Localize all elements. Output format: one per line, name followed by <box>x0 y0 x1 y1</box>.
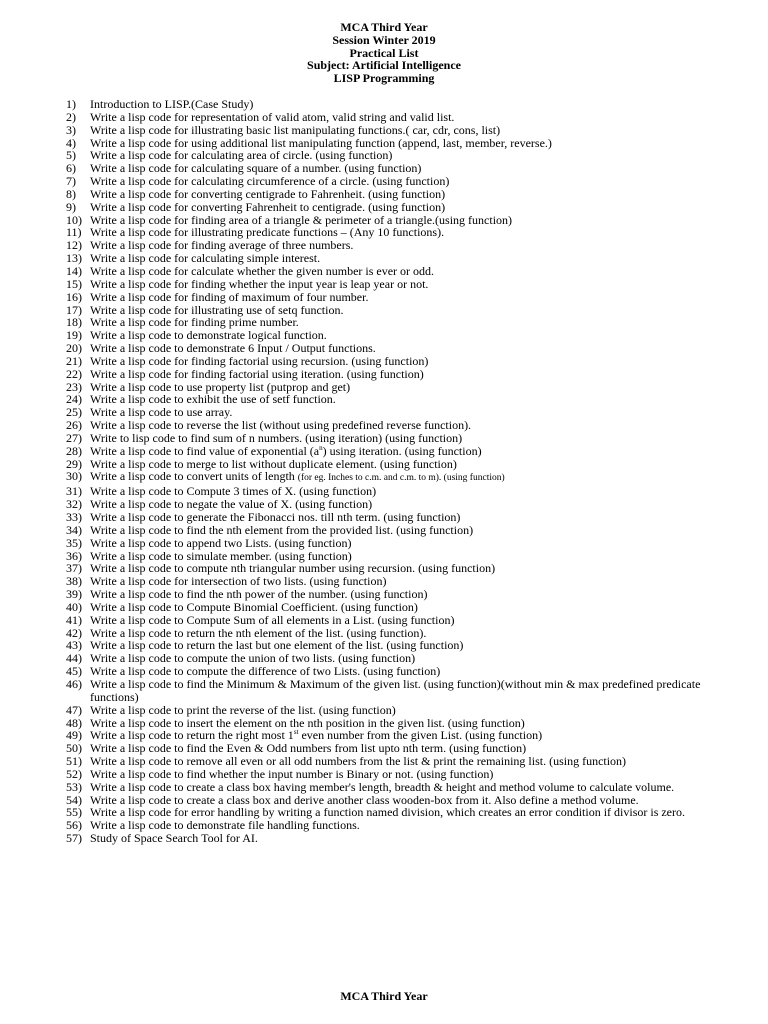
item-number: 11) <box>66 225 82 240</box>
item-number: 46) <box>66 676 82 691</box>
item-number: 7) <box>66 174 76 189</box>
item-number: 43) <box>66 638 82 653</box>
list-item <box>66 678 722 704</box>
header-title: Practical List <box>349 45 419 60</box>
item-text-main: Write a lisp code for illustrating basic list manipulating functions.( car, cdr, cons, list) <box>90 122 501 137</box>
item-text-main: Write a lisp code to Compute Sum of all elements in a List. (using function) <box>90 612 455 627</box>
item-text-main: Write a lisp code to convert units of length <box>90 469 298 484</box>
item-text-main: Write a lisp code for using additional list manipulating function (append, last, member, reverse.) <box>90 135 552 150</box>
header-subject: Subject: Artificial Intelligence <box>307 58 461 73</box>
item-text-main: Write a lisp code to find the Even & Odd numbers from list upto nth term. (using function) <box>90 741 527 756</box>
item-number: 57) <box>66 831 82 846</box>
list-item <box>66 470 722 485</box>
item-text-main: Write a lisp code to Compute Binomial Coefficient. (using function) <box>90 599 418 614</box>
item-text-main: Write a lisp code to reverse the list (without using predefined reverse function). <box>90 418 472 433</box>
item-text-main: Write a lisp code to insert the element on the nth position in the given list. (using function) <box>90 715 525 730</box>
item-text-main: Write a lisp code for illustrating predicate functions – (Any 10 functions). <box>90 225 445 240</box>
item-text-after: even number from the given List. (using function) <box>298 728 543 743</box>
item-text-main: Write a lisp code to compute nth triangular number using recursion. (using function) <box>90 561 496 576</box>
header-session: Session Winter 2019 <box>332 32 436 47</box>
item-text-main: Write a lisp code to negate the value of X. (using function) <box>90 497 373 512</box>
item-text-main: Write a lisp code to return the nth element of the list. (using function). <box>90 625 427 640</box>
item-text-main: Write a lisp code to create a class box and derive another class wooden-box from it. Also define a method volume. <box>90 792 639 807</box>
item-text-main: Write a lisp code for calculating circumference of a circle. (using function) <box>90 174 450 189</box>
item-text-main: Write a lisp code for finding of maximum of four number. <box>90 289 369 304</box>
page-footer: MCA Third Year <box>340 989 428 1003</box>
item-number: 8) <box>66 186 76 201</box>
item-number: 17) <box>66 302 82 317</box>
item-number: 36) <box>66 548 82 563</box>
item-number: 6) <box>66 161 76 176</box>
item-number: 38) <box>66 574 82 589</box>
item-number: 27) <box>66 430 82 445</box>
item-text-main: Write a lisp code for error handling by writing a function named division, which creates an error condition if divisor is zero. <box>90 805 686 820</box>
item-text-main: Write a lisp code to compute the difference of two Lists. (using function) <box>90 664 441 679</box>
item-number: 52) <box>66 766 82 781</box>
item-number: 39) <box>66 587 82 602</box>
item-number: 56) <box>66 818 82 833</box>
item-text-main: Write a lisp code to find whether the input number is Binary or not. (using function) <box>90 766 494 781</box>
item-number: 4) <box>66 135 76 150</box>
item-number: 14) <box>66 263 82 278</box>
item-text-main: Write a lisp code to simulate member. (using function) <box>90 548 352 563</box>
item-number: 10) <box>66 212 82 227</box>
item-number: 44) <box>66 651 82 666</box>
item-number: 54) <box>66 792 82 807</box>
item-number: 49) <box>66 728 82 743</box>
item-number: 37) <box>66 561 82 576</box>
item-text <box>90 470 722 485</box>
item-number: 55) <box>66 805 82 820</box>
item-number: 26) <box>66 418 82 433</box>
item-text-main: Write a lisp code to generate the Fibonacci nos. till nth term. (using function) <box>90 510 461 524</box>
item-number: 23) <box>66 379 82 394</box>
item-text-small: (for eg. Inches to c.m. and c.m. to m). (using function) <box>297 473 505 484</box>
item-number: 13) <box>66 251 82 266</box>
item-number: 40) <box>66 599 82 614</box>
item-number: 50) <box>66 741 82 756</box>
item-number: 41) <box>66 612 82 627</box>
item-number: 1) <box>66 97 76 111</box>
practical-list <box>66 98 722 845</box>
item-text-main: Write a lisp code to return the last but one element of the list. (using function) <box>90 638 464 653</box>
item-text-main: Write a lisp code for representation of valid atom, valid string and valid list. <box>90 109 455 124</box>
item-text-main: Write a lisp code to create a class box having member's length, breadth & height and method volume to calculate volume. <box>90 779 675 794</box>
item-text-main: Write a lisp code for finding whether the input year is leap year or not. <box>90 276 429 291</box>
item-number: 48) <box>66 715 82 730</box>
item-text-main: Write a lisp code to remove all even or all odd numbers from the list & print the remaining list. (using function) <box>90 754 627 769</box>
item-text-main: Study of Space Search Tool for AI. <box>90 831 258 846</box>
item-text-main: Write a lisp code to use array. <box>90 405 233 420</box>
item-number: 34) <box>66 522 82 537</box>
item-text-main: Write a lisp code for calculating square of a number. (using function) <box>90 161 422 176</box>
item-text-main: Introduction to LISP.(Case Study) <box>90 97 254 111</box>
document-header <box>0 21 768 85</box>
item-text-main: Write a lisp code for finding prime number. <box>90 315 299 330</box>
item-text-main: Write a lisp code to find value of exponential (a <box>90 443 320 458</box>
item-text-main: Write a lisp code for calculating area of circle. (using function) <box>90 148 393 163</box>
item-number: 24) <box>66 392 82 407</box>
item-superscript: n <box>319 443 323 452</box>
item-number: 15) <box>66 276 82 291</box>
list-item <box>66 832 722 845</box>
item-number: 31) <box>66 484 82 499</box>
header-topic: LISP Programming <box>333 71 435 86</box>
item-text-main: Write a lisp code for illustrating use of setq function. <box>90 302 344 317</box>
item-text <box>90 832 722 845</box>
item-text-main: Write a lisp code to exhibit the use of setf function. <box>90 392 336 407</box>
item-number: 5) <box>66 148 76 163</box>
item-number: 3) <box>66 122 76 137</box>
item-number: 51) <box>66 754 82 769</box>
item-number: 47) <box>66 702 82 717</box>
item-text-main: Write a lisp code for calculating simple interest. <box>90 251 321 266</box>
item-text-main: Write a lisp code for finding factorial using recursion. (using function) <box>90 353 429 368</box>
item-number: 25) <box>66 405 82 420</box>
item-text <box>90 678 722 704</box>
item-number: 29) <box>66 456 82 471</box>
item-text-main: Write a lisp code to Compute 3 times of X. (using function) <box>90 484 377 499</box>
item-number: 28) <box>66 443 82 458</box>
item-text-main: Write a lisp code for calculate whether the given number is ever or odd. <box>90 263 435 278</box>
item-text-main: Write a lisp code to find the Minimum & Maximum of the given list. (using function)(without min & max predefined predicate functions) <box>90 676 701 704</box>
item-text-after: ) using iteration. (using function) <box>322 443 482 458</box>
item-text-main: Write a lisp code to demonstrate logical function. <box>90 328 327 343</box>
item-text-main: Write a lisp code for finding area of a triangle & perimeter of a triangle.(using function) <box>90 212 513 227</box>
item-number: 18) <box>66 315 82 330</box>
header-course: MCA Third Year <box>340 20 428 34</box>
item-text-main: Write a lisp code for intersection of two lists. (using function) <box>90 574 387 589</box>
item-number: 45) <box>66 664 82 679</box>
item-number: 19) <box>66 328 82 343</box>
item-number: 42) <box>66 625 82 640</box>
item-text-main: Write a lisp code to compute the union of two lists. (using function) <box>90 651 416 666</box>
item-text-main: Write a lisp code to return the right most 1 <box>90 728 294 743</box>
item-text-main: Write a lisp code for converting Fahrenheit to centigrade. (using function) <box>90 199 446 214</box>
item-number: 32) <box>66 497 82 512</box>
item-number: 16) <box>66 289 82 304</box>
item-text-main: Write a lisp code to use property list (putprop and get) <box>90 379 351 394</box>
item-number: 21) <box>66 353 82 368</box>
item-number: 12) <box>66 238 82 253</box>
item-text-main: Write a lisp code to merge to list without duplicate element. (using function) <box>90 456 457 471</box>
item-number: 20) <box>66 341 82 356</box>
item-text-main: Write a lisp code to find the nth element from the provided list. (using function) <box>90 522 474 537</box>
item-text-main: Write a lisp code for finding factorial using iteration. (using function) <box>90 366 424 381</box>
item-number: 35) <box>66 535 82 550</box>
item-text-main: Write a lisp code to demonstrate 6 Input / Output functions. <box>90 341 376 356</box>
item-number: 2) <box>66 109 76 124</box>
item-text-main: Write a lisp code for finding average of three numbers. <box>90 238 354 253</box>
item-text-main: Write a lisp code to demonstrate file handling functions. <box>90 818 360 833</box>
item-text-main: Write to lisp code to find sum of n numbers. (using iteration) (using function) <box>90 430 463 445</box>
item-text-main: Write a lisp code to print the reverse of the list. (using function) <box>90 702 396 717</box>
item-number: 53) <box>66 779 82 794</box>
item-number: 9) <box>66 199 76 214</box>
item-text-main: Write a lisp code to append two Lists. (using function) <box>90 535 352 550</box>
item-number: 22) <box>66 366 82 381</box>
item-text-main: Write a lisp code for converting centigrade to Fahrenheit. (using function) <box>90 186 446 201</box>
item-number: 33) <box>66 510 82 524</box>
item-superscript: st <box>293 728 299 737</box>
item-text-main: Write a lisp code to find the nth power of the number. (using function) <box>90 587 428 602</box>
item-number: 30) <box>66 469 82 484</box>
